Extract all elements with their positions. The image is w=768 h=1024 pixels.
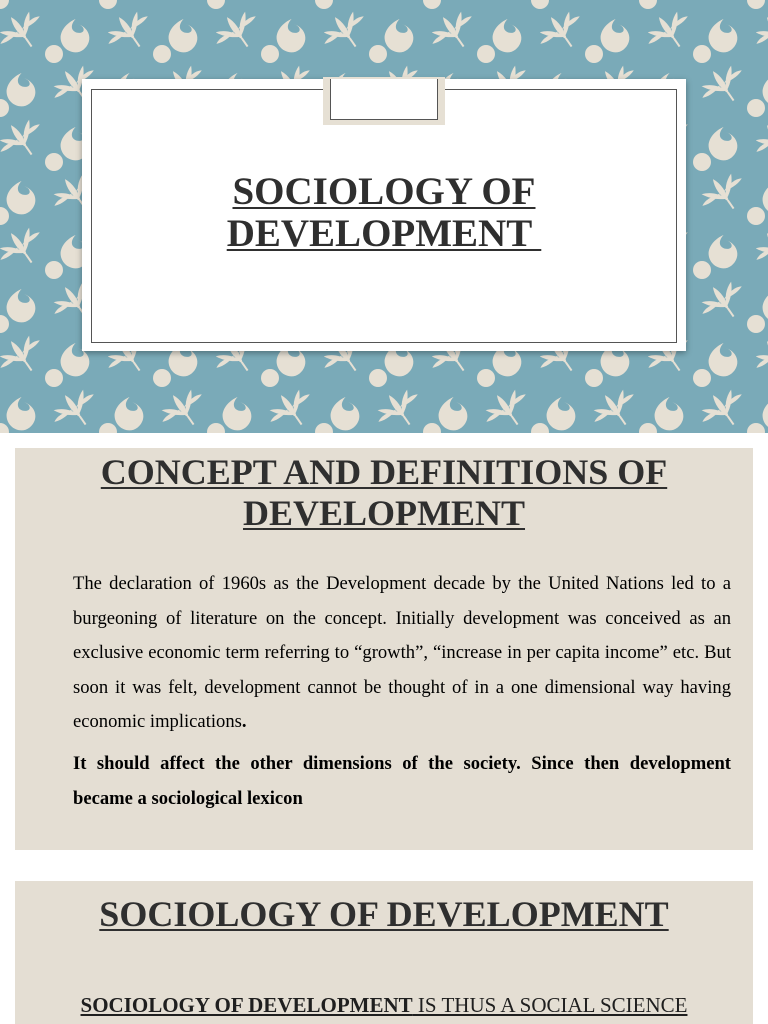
sociology-slide — [15, 881, 753, 1024]
slide-title-line2: DEVELOPMENT — [226, 212, 542, 255]
concept-paragraph-1-text: The declaration of 1960s as the Development decade by the United Nations led to a burgeoning of literature on the concept. Initially development was conceived as an exclusive economic term referring to “growth”, “increase in per capita income” etc. But soon it was felt, development cannot be thought of in a one dimensional way having economic implications — [73, 573, 731, 733]
concept-slide — [15, 448, 753, 850]
title-card-tab-inner — [330, 79, 438, 120]
concept-paragraph-1 — [73, 567, 731, 740]
sociology-heading: SOCIOLOGY OF DEVELOPMENT — [99, 894, 669, 934]
concept-paragraph-1-period: . — [241, 711, 247, 733]
slide-title — [82, 171, 686, 255]
sociology-subtext — [15, 992, 753, 1018]
concept-body — [73, 567, 731, 823]
sociology-subtext-rest: IS THUS A SOCIAL SCIENCE — [412, 993, 688, 1017]
concept-heading — [15, 452, 753, 534]
concept-heading-line1: CONCEPT AND DEFINITIONS OF — [100, 452, 668, 492]
slide-title-line1: SOCIOLOGY OF — [232, 170, 536, 213]
title-card — [82, 79, 686, 351]
concept-paragraph-2: It should affect the other dimensions of the society. Since then development became a sociological lexicon — [73, 752, 731, 809]
title-slide — [0, 0, 768, 433]
sociology-subtext-bold: SOCIOLOGY OF DEVELOPMENT — [80, 993, 413, 1017]
concept-heading-line2: DEVELOPMENT — [242, 493, 526, 533]
